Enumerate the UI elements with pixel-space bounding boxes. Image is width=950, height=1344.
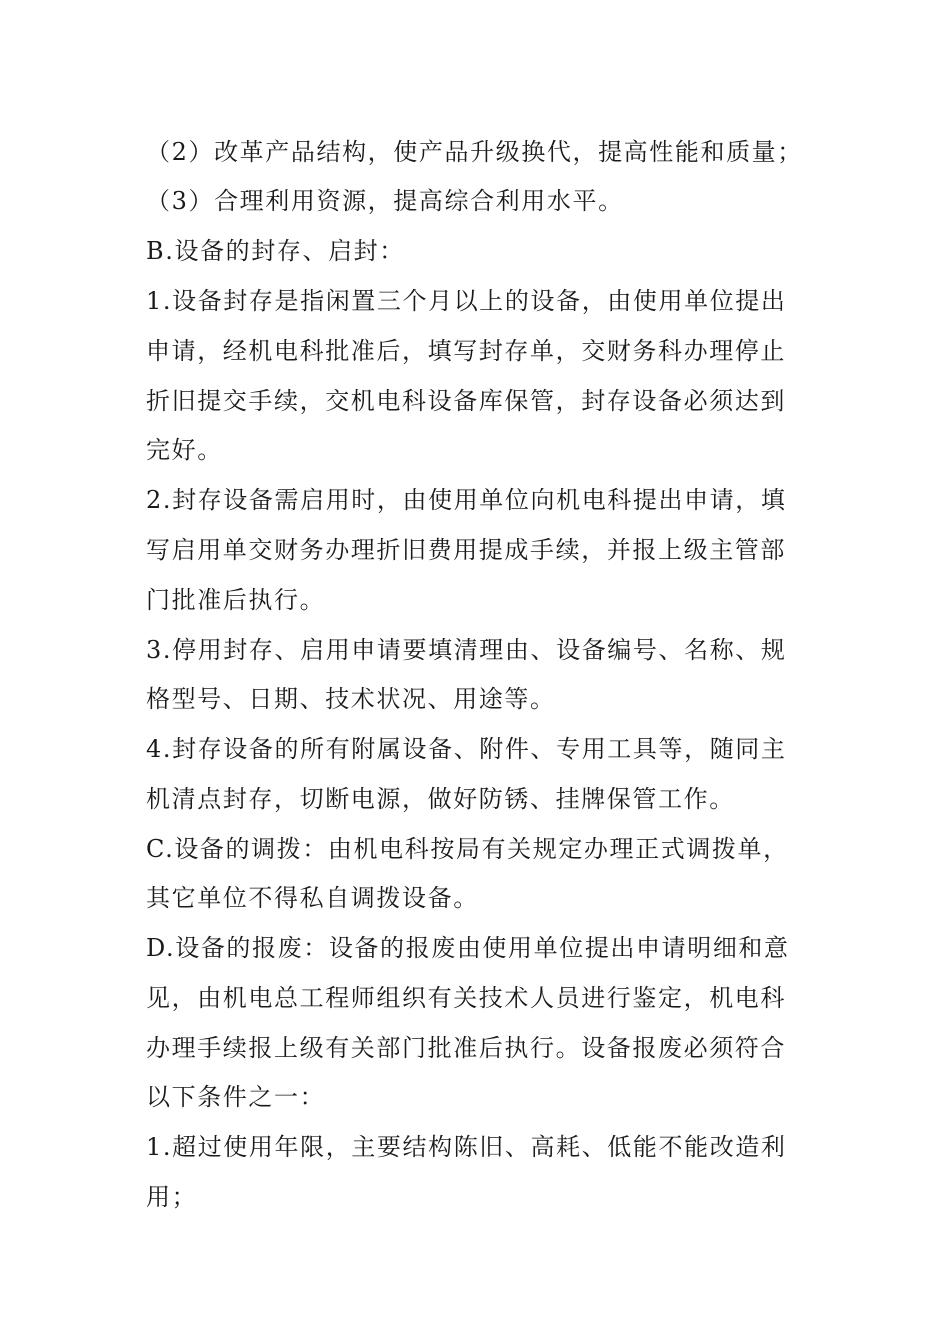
text-line: 门批准后执行。 xyxy=(146,586,326,614)
text-line: 用； xyxy=(146,1183,198,1211)
text-line: 见，由机电总工程师组织有关技术人员进行鉴定，机电科 xyxy=(146,984,786,1012)
text-line: 格型号、日期、技术状况、用途等。 xyxy=(146,685,556,713)
text-line: 3.停用封存、启用申请要填清理由、设备编号、名称、规 xyxy=(146,636,787,664)
text-line: 1.设备封存是指闲置三个月以上的设备，由使用单位提出 xyxy=(146,287,787,315)
text-line: 完好。 xyxy=(146,436,223,464)
text-line: 机清点封存，切断电源，做好防锈、挂牌保管工作。 xyxy=(146,785,735,813)
text-line: （2）改革产品结构，使产品升级换代，提高性能和质量； xyxy=(146,138,803,166)
text-line: 写启用单交财务办理折旧费用提成手续，并报上级主管部 xyxy=(146,536,786,564)
text-line: （3）合理利用资源，提高综合利用水平。 xyxy=(146,187,624,215)
section-heading: D.设备的报废：设备的报废由使用单位提出申请明细和意 xyxy=(146,934,790,962)
text-line: 以下条件之一： xyxy=(146,1083,326,1111)
text-line: 其它单位不得私自调拨设备。 xyxy=(146,884,479,912)
text-line: 1.超过使用年限，主要结构陈旧、高耗、低能不能改造利 xyxy=(146,1133,787,1161)
text-line: 办理手续报上级有关部门批准后执行。设备报废必须符合 xyxy=(146,1034,786,1062)
text-line: 申请，经机电科批准后，填写封存单，交财务科办理停止 xyxy=(146,337,786,365)
text-line: 折旧提交手续，交机电科设备库保管，封存设备必须达到 xyxy=(146,387,786,415)
text-line: 2.封存设备需启用时，由使用单位向机电科提出申请，填 xyxy=(146,486,787,514)
section-heading: B.设备的封存、启封： xyxy=(146,237,405,265)
section-heading: C.设备的调拨：由机电科按局有关规定办理正式调拨单， xyxy=(146,835,789,863)
text-line: 4.封存设备的所有附属设备、附件、专用工具等，随同主 xyxy=(146,735,787,763)
